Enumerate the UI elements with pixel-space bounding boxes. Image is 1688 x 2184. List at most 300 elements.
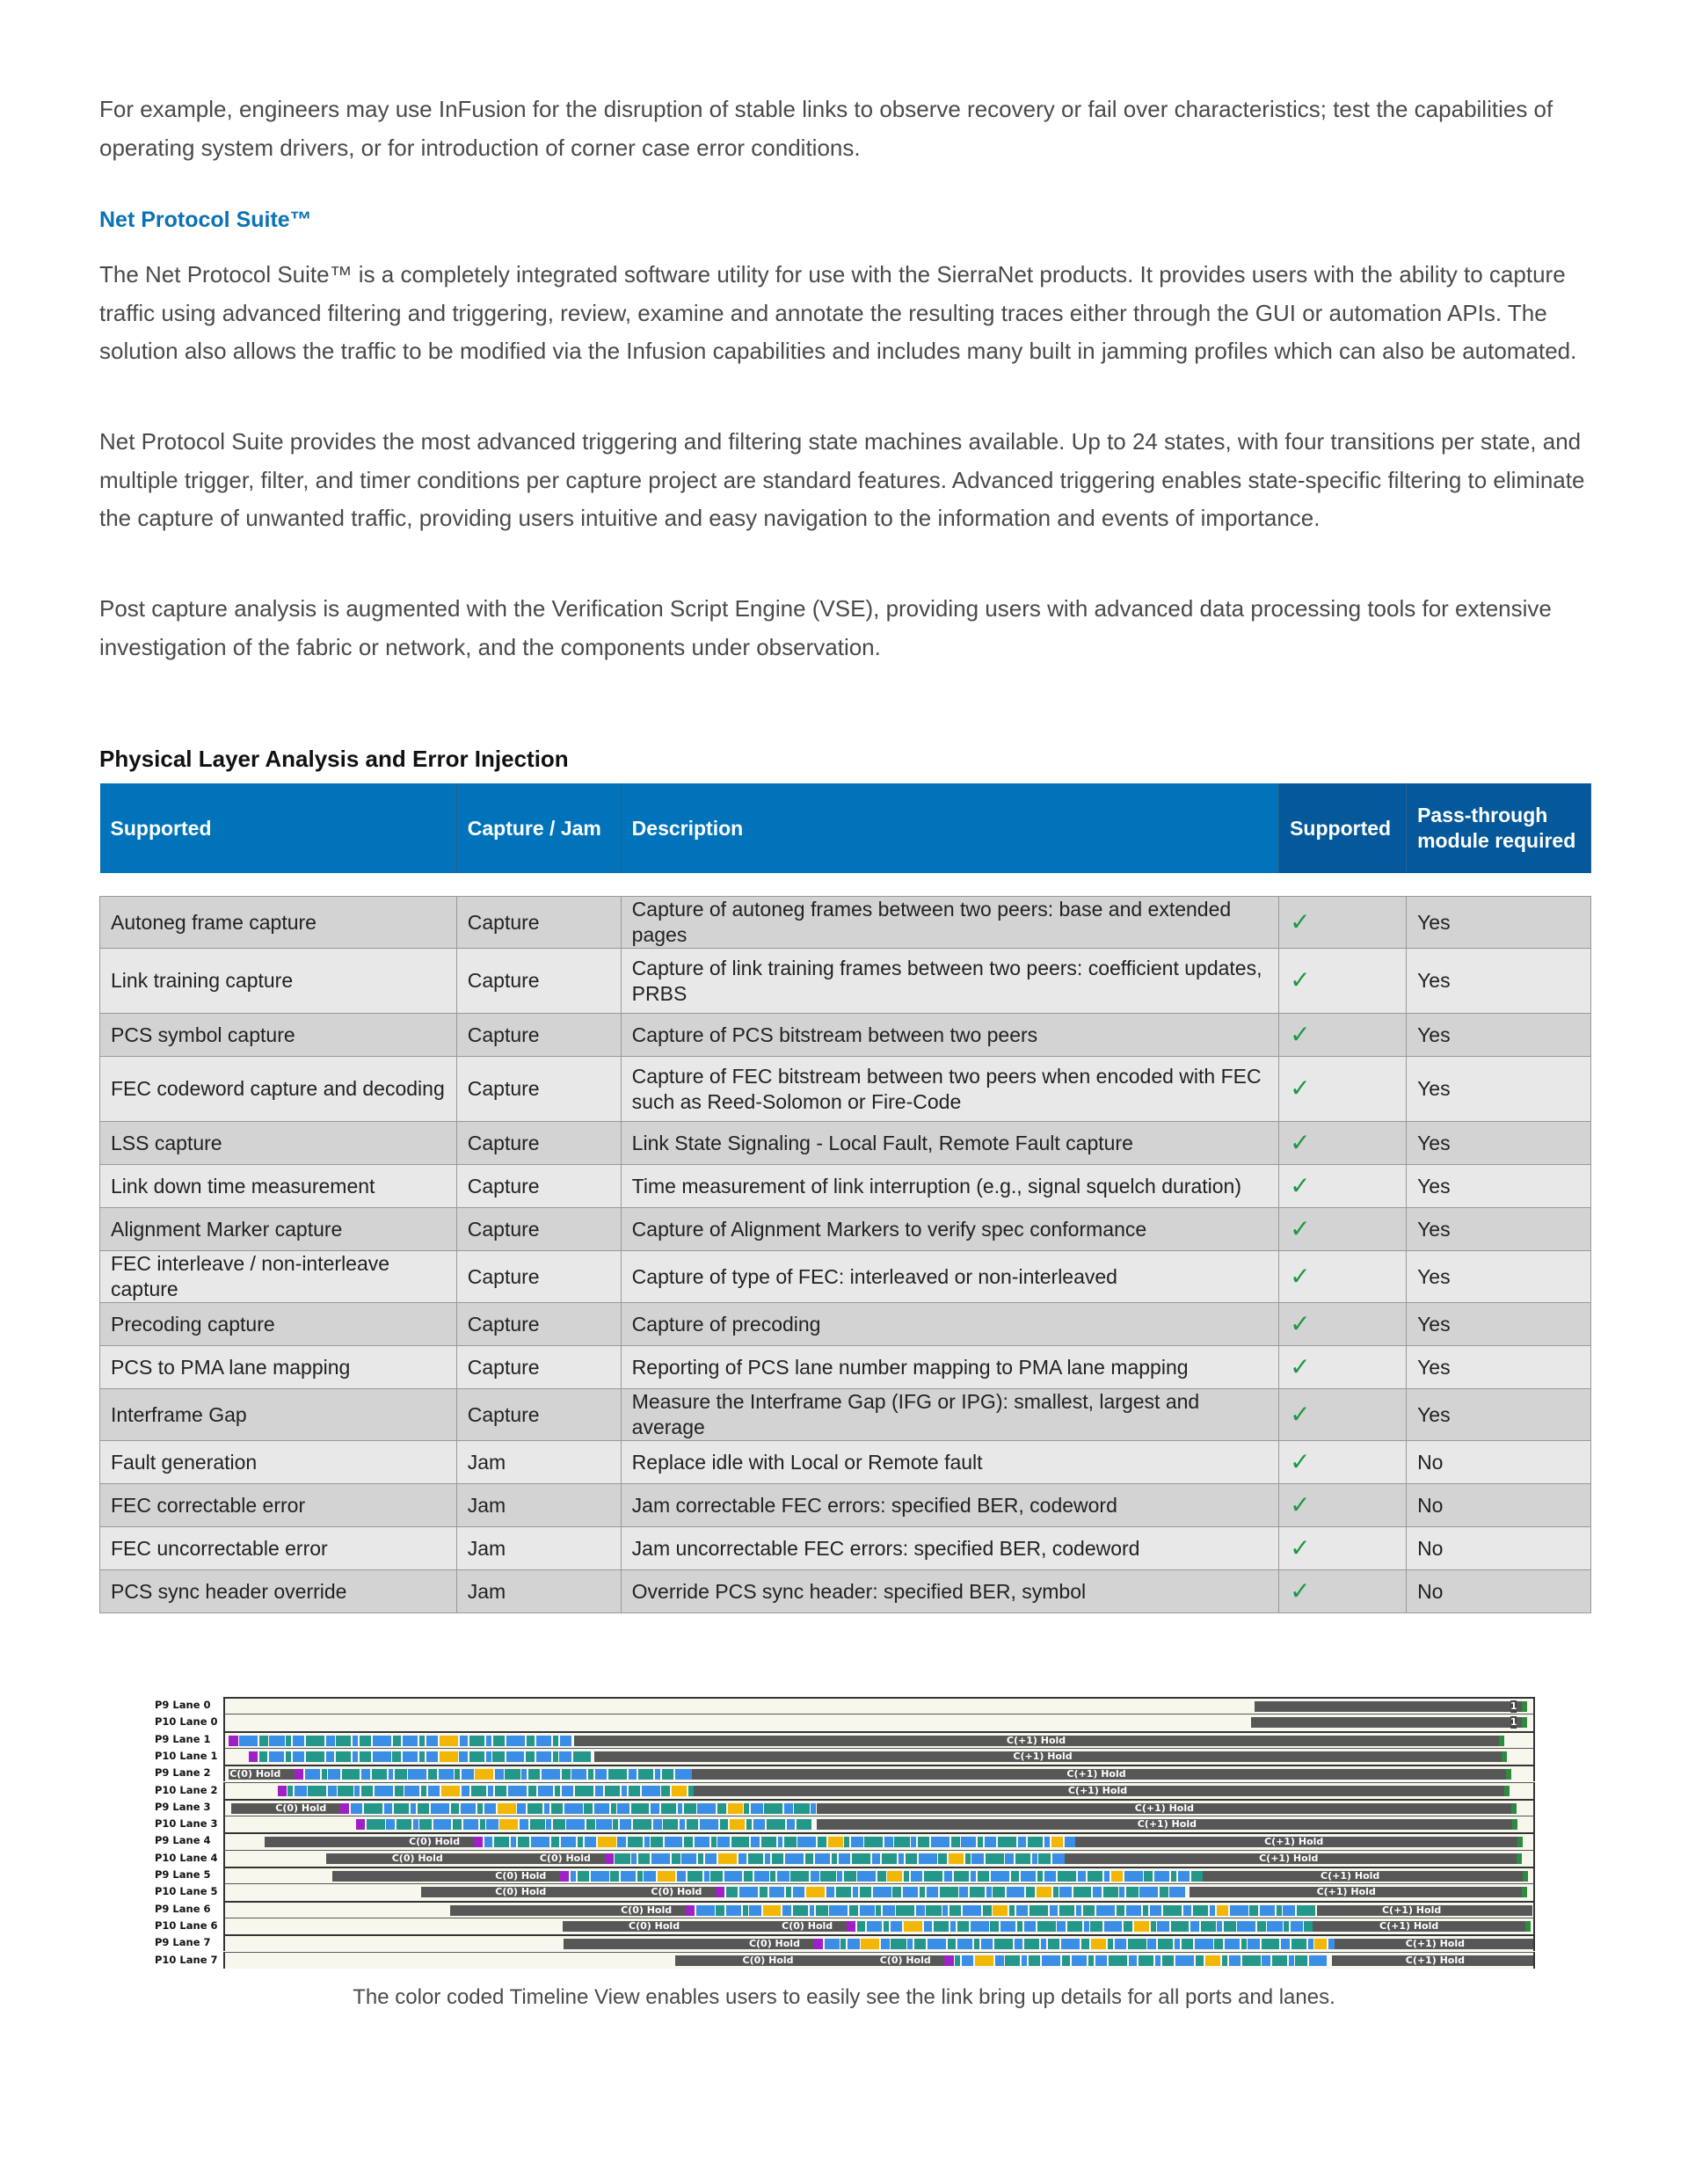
feature-cell: Precoding capture bbox=[100, 1303, 457, 1346]
timeline-segment bbox=[684, 1803, 695, 1814]
timeline-segment bbox=[763, 1905, 782, 1916]
segment-label: C(+1) Hold bbox=[1259, 1852, 1319, 1864]
timeline-segment bbox=[860, 1887, 871, 1897]
mode-cell: Capture bbox=[456, 1303, 621, 1346]
lane-track bbox=[223, 1799, 1535, 1816]
supported-cell bbox=[1279, 1122, 1407, 1165]
timeline-segment bbox=[926, 1905, 941, 1916]
timeline-segment bbox=[528, 1803, 542, 1814]
segment-label: C(0) Hold bbox=[742, 1954, 794, 1966]
segment-label: C(+1) Hold bbox=[1405, 1954, 1466, 1966]
timeline-segment bbox=[562, 1786, 573, 1796]
timeline-segment bbox=[1248, 1939, 1259, 1949]
timeline-segment bbox=[595, 1786, 604, 1796]
timeline-segment bbox=[426, 1751, 438, 1762]
timeline-segment bbox=[975, 1955, 993, 1966]
supported-cell bbox=[1279, 1527, 1407, 1570]
lane-track bbox=[223, 1748, 1535, 1765]
lane-track bbox=[223, 1901, 1535, 1918]
timeline-lane bbox=[149, 1850, 1535, 1867]
timeline-segment bbox=[544, 1803, 549, 1814]
lane-label: P9 Lane 4 bbox=[155, 1834, 211, 1847]
timeline-segment bbox=[1053, 1887, 1059, 1897]
timeline-segment bbox=[811, 1871, 819, 1882]
timeline-segment bbox=[474, 1837, 483, 1847]
timeline-segment bbox=[585, 1837, 596, 1847]
timeline-segment bbox=[853, 1887, 858, 1897]
timeline-segment bbox=[1059, 1887, 1071, 1897]
timeline-segment bbox=[840, 1939, 846, 1949]
segment-label: C(+1) Hold bbox=[1381, 1904, 1442, 1916]
timeline-segment bbox=[1057, 1921, 1066, 1932]
timeline-segment bbox=[1016, 1905, 1028, 1916]
timeline-segment bbox=[551, 1837, 560, 1847]
lane-track bbox=[223, 1832, 1535, 1849]
timeline-segment bbox=[1260, 1905, 1275, 1916]
timeline-segment bbox=[564, 1803, 583, 1814]
timeline-segment bbox=[995, 1955, 1004, 1966]
timeline-segment bbox=[1090, 1921, 1102, 1932]
timeline-segment bbox=[431, 1803, 449, 1814]
timeline-segment bbox=[811, 1803, 816, 1814]
timeline-segment bbox=[914, 1939, 926, 1949]
timeline-segment bbox=[986, 1887, 992, 1897]
timeline-segment bbox=[1037, 1871, 1043, 1882]
timeline-segment bbox=[527, 1736, 535, 1746]
lane-track bbox=[223, 1697, 1535, 1714]
timeline-segment bbox=[832, 1853, 837, 1864]
mode-cell: Capture bbox=[456, 897, 621, 949]
lane-track bbox=[223, 1816, 1535, 1832]
timeline-segment bbox=[1175, 1939, 1180, 1949]
timeline-segment bbox=[594, 1803, 609, 1814]
lane-label: P9 Lane 0 bbox=[155, 1699, 211, 1711]
timeline-segment bbox=[1523, 1871, 1528, 1882]
timeline-segment bbox=[1150, 1905, 1161, 1916]
mode-cell: Capture bbox=[456, 1208, 621, 1251]
timeline-segment bbox=[837, 1871, 842, 1882]
timeline-segment bbox=[686, 1905, 695, 1916]
lane-label: P9 Lane 1 bbox=[155, 1732, 211, 1745]
timeline-segment bbox=[957, 1939, 972, 1949]
timeline-segment bbox=[1111, 1871, 1123, 1882]
timeline-segment bbox=[486, 1751, 491, 1762]
timeline-segment bbox=[911, 1871, 922, 1882]
supported-cell bbox=[1279, 1346, 1407, 1389]
timeline-segment bbox=[1015, 1939, 1023, 1949]
check-icon: ✓ bbox=[1290, 1074, 1311, 1102]
timeline-segment bbox=[836, 1887, 851, 1897]
timeline-segment bbox=[462, 1786, 470, 1796]
feature-cell: FEC interleave / non-interleave capture bbox=[100, 1251, 457, 1303]
segment-label: C(0) Hold bbox=[621, 1904, 673, 1916]
lane-track bbox=[223, 1918, 1535, 1934]
timeline-segment bbox=[829, 1905, 848, 1916]
timeline-segment bbox=[1052, 1853, 1066, 1864]
timeline-segment bbox=[680, 1819, 685, 1830]
table-row bbox=[100, 897, 1591, 949]
table-row bbox=[100, 1122, 1591, 1165]
timeline-segment bbox=[428, 1769, 437, 1780]
feature-cell: PCS symbol capture bbox=[100, 1014, 457, 1057]
timeline-segment bbox=[605, 1786, 620, 1796]
timeline-segment bbox=[1190, 1921, 1199, 1932]
timeline-segment bbox=[1151, 1921, 1156, 1932]
segment-label: C(0) Hold bbox=[748, 1938, 800, 1950]
timeline-segment bbox=[772, 1853, 783, 1864]
timeline-lane bbox=[149, 1952, 1535, 1969]
timeline-segment bbox=[1328, 1939, 1335, 1949]
timeline-segment bbox=[605, 1853, 614, 1864]
timeline-segment bbox=[413, 1819, 418, 1830]
timeline-segment bbox=[293, 1751, 304, 1762]
timeline-segment bbox=[711, 1837, 717, 1847]
timeline-segment bbox=[751, 1837, 760, 1847]
segment-label: C(0) Hold bbox=[539, 1852, 591, 1864]
header-mode: Capture / Jam bbox=[456, 783, 621, 873]
timeline-segment bbox=[797, 1819, 811, 1830]
timeline-segment bbox=[918, 1837, 929, 1847]
timeline-segment bbox=[306, 1751, 324, 1762]
timeline-segment bbox=[628, 1837, 643, 1847]
timeline-segment bbox=[1041, 1939, 1046, 1949]
timeline-segment bbox=[506, 1736, 525, 1746]
timeline-segment bbox=[954, 1871, 969, 1882]
timeline-segment bbox=[1129, 1955, 1138, 1966]
header-supported: Supported bbox=[1279, 783, 1407, 873]
timeline-segment bbox=[364, 1803, 382, 1814]
timeline-segment bbox=[395, 1786, 404, 1796]
timeline-segment bbox=[844, 1837, 849, 1847]
timeline-segment bbox=[934, 1921, 949, 1932]
description-cell: Override PCS sync header: specified BER, symbol bbox=[621, 1570, 1278, 1613]
timeline-segment bbox=[825, 1939, 840, 1949]
timeline-segment bbox=[940, 1887, 958, 1897]
timeline-segment bbox=[418, 1803, 429, 1814]
check-icon: ✓ bbox=[1290, 1214, 1311, 1242]
timeline-segment bbox=[928, 1939, 946, 1949]
check-icon: ✓ bbox=[1290, 1447, 1311, 1475]
check-icon: ✓ bbox=[1290, 1171, 1311, 1199]
mode-cell: Capture bbox=[456, 1346, 621, 1389]
timeline-segment bbox=[578, 1837, 583, 1847]
timeline-segment bbox=[962, 1955, 973, 1966]
timeline-segment bbox=[1158, 1939, 1173, 1949]
timeline-segment bbox=[1522, 1701, 1527, 1712]
timeline-segment bbox=[617, 1803, 629, 1814]
timeline-segment bbox=[651, 1853, 670, 1864]
timeline-segment bbox=[1183, 1905, 1192, 1916]
timeline-segment bbox=[751, 1803, 762, 1814]
timeline-segment bbox=[847, 1921, 855, 1932]
timeline-segment bbox=[1037, 1887, 1051, 1897]
check-icon: ✓ bbox=[1290, 907, 1311, 935]
timeline-segment bbox=[375, 1786, 393, 1796]
timeline-segment bbox=[461, 1803, 476, 1814]
timeline-segment bbox=[687, 1819, 698, 1830]
timeline-segment bbox=[1224, 1921, 1235, 1932]
timeline-lane bbox=[149, 1697, 1535, 1714]
timeline-segment bbox=[658, 1871, 676, 1882]
timeline-segment bbox=[608, 1769, 627, 1780]
check-icon: ✓ bbox=[1290, 1400, 1311, 1428]
timeline-segment bbox=[531, 1837, 549, 1847]
timeline-segment bbox=[397, 1819, 411, 1830]
timeline-segment bbox=[653, 1819, 662, 1830]
timeline-segment bbox=[631, 1803, 650, 1814]
timeline-segment bbox=[916, 1905, 925, 1916]
description-cell: Jam uncorrectable FEC errors: specified BER, codeword bbox=[621, 1527, 1278, 1570]
timeline-segment bbox=[815, 1853, 830, 1864]
passthrough-cell: No bbox=[1407, 1570, 1591, 1613]
timeline-segment bbox=[1032, 1853, 1037, 1864]
timeline-segment bbox=[867, 1921, 882, 1932]
timeline-segment bbox=[1134, 1921, 1149, 1932]
timeline-segment bbox=[631, 1853, 637, 1864]
timeline-segment bbox=[575, 1786, 593, 1796]
timeline-segment bbox=[746, 1819, 752, 1830]
timeline-segment bbox=[1163, 1905, 1182, 1916]
timeline-segment bbox=[805, 1853, 814, 1864]
timeline-segment bbox=[765, 1853, 770, 1864]
timeline-view bbox=[149, 1697, 1535, 1969]
segment-label: C(+1) Hold bbox=[1321, 1870, 1380, 1882]
lane-label: P9 Lane 6 bbox=[155, 1902, 211, 1915]
table-row bbox=[100, 1484, 1591, 1527]
timeline-segment bbox=[744, 1871, 753, 1882]
timeline-segment bbox=[903, 1887, 918, 1897]
segment-label: C(+1) Hold bbox=[1067, 1784, 1128, 1796]
timeline-segment bbox=[883, 1905, 894, 1916]
timeline-segment bbox=[730, 1819, 745, 1830]
timeline-segment bbox=[622, 1786, 627, 1796]
lane-label: P9 Lane 3 bbox=[155, 1800, 211, 1813]
table-row bbox=[100, 1346, 1591, 1389]
segment-label: C(+1) Hold bbox=[1006, 1734, 1066, 1746]
timeline-segment bbox=[904, 1871, 909, 1882]
timeline-segment bbox=[826, 1887, 835, 1897]
timeline-segment bbox=[675, 1769, 692, 1780]
timeline-segment bbox=[717, 1803, 726, 1814]
timeline-segment bbox=[1162, 1955, 1174, 1966]
timeline-segment bbox=[891, 1921, 902, 1932]
segment-label: C(0) Hold bbox=[409, 1836, 461, 1848]
description-cell: Link State Signaling - Local Fault, Remote Fault capture bbox=[621, 1122, 1278, 1165]
timeline-segment bbox=[306, 1736, 324, 1746]
timeline-segment bbox=[1525, 1921, 1531, 1932]
lane-track bbox=[223, 1867, 1535, 1883]
timeline-segment bbox=[920, 1887, 925, 1897]
timeline-segment bbox=[595, 1769, 607, 1780]
timeline-segment bbox=[884, 1837, 893, 1847]
timeline-segment bbox=[571, 1871, 576, 1882]
timeline-segment bbox=[1091, 1939, 1106, 1949]
timeline-segment bbox=[1283, 1905, 1294, 1916]
timeline-segment bbox=[373, 1736, 391, 1746]
timeline-segment bbox=[1093, 1887, 1102, 1897]
timeline-lane bbox=[149, 1816, 1535, 1832]
timeline-segment bbox=[588, 1769, 593, 1780]
check-icon: ✓ bbox=[1290, 1128, 1311, 1156]
timeline-segment bbox=[1044, 1837, 1050, 1847]
timeline-segment bbox=[1191, 1871, 1203, 1882]
timeline-segment bbox=[861, 1939, 879, 1949]
section-paragraph-3: Post capture analysis is augmented with the Verification Script Engine (VSE), providing users with advanced data processing tools for extensive investigation of the fabric or network, and the components under observation. bbox=[99, 595, 1552, 660]
timeline-segment bbox=[684, 1837, 693, 1847]
timeline-segment bbox=[793, 1905, 808, 1916]
timeline-segment bbox=[777, 1871, 789, 1882]
timeline-segment bbox=[459, 1751, 468, 1762]
timeline-segment bbox=[876, 1905, 881, 1916]
timeline-segment bbox=[1242, 1955, 1261, 1966]
timeline-segment bbox=[852, 1853, 870, 1864]
timeline-segment bbox=[1196, 1955, 1204, 1966]
timeline-caption: The color coded Timeline View enables users to easily see the link bring up details for all ports and lanes. bbox=[353, 1985, 1335, 2009]
timeline-segment bbox=[553, 1819, 564, 1830]
timeline-segment bbox=[661, 1786, 670, 1796]
timeline-segment bbox=[560, 1871, 569, 1882]
mode-cell: Capture bbox=[456, 1122, 621, 1165]
supported-cell bbox=[1279, 1389, 1407, 1441]
timeline-segment bbox=[1124, 1921, 1132, 1932]
timeline-segment bbox=[1126, 1887, 1138, 1897]
segment-label: C(0) Hold bbox=[391, 1852, 443, 1864]
timeline-segment bbox=[1139, 1887, 1158, 1897]
timeline-segment bbox=[731, 1837, 750, 1847]
timeline-segment bbox=[353, 1736, 358, 1746]
check-icon: ✓ bbox=[1290, 1352, 1311, 1380]
timeline-segment bbox=[810, 1905, 815, 1916]
timeline-segment bbox=[1237, 1921, 1255, 1932]
timeline-segment bbox=[1103, 1887, 1118, 1897]
timeline-segment bbox=[488, 1786, 493, 1796]
segment-label: C(0) Hold bbox=[495, 1870, 547, 1882]
segment-label: C(0) Hold bbox=[651, 1886, 702, 1898]
timeline-segment bbox=[1062, 1955, 1071, 1966]
timeline-segment bbox=[644, 1837, 650, 1847]
timeline-segment bbox=[451, 1803, 460, 1814]
timeline-segment bbox=[1072, 1955, 1087, 1966]
timeline-segment bbox=[785, 1853, 804, 1864]
timeline-lane bbox=[149, 1714, 1535, 1730]
timeline-segment bbox=[1058, 1871, 1076, 1882]
timeline-segment bbox=[651, 1803, 659, 1814]
timeline-segment bbox=[1195, 1939, 1213, 1949]
timeline-segment bbox=[426, 1736, 438, 1746]
timeline-segment bbox=[356, 1819, 365, 1830]
timeline-segment bbox=[354, 1786, 360, 1796]
timeline-segment bbox=[993, 1887, 1004, 1897]
timeline-segment bbox=[993, 1905, 1008, 1916]
check-icon: ✓ bbox=[1290, 1020, 1311, 1048]
timeline-segment bbox=[681, 1853, 696, 1864]
supported-cell bbox=[1279, 1251, 1407, 1303]
check-icon: ✓ bbox=[1290, 966, 1311, 994]
timeline-lane bbox=[149, 1782, 1535, 1799]
timeline-segment bbox=[495, 1769, 504, 1780]
timeline-segment bbox=[551, 1803, 563, 1814]
timeline-segment bbox=[1081, 1939, 1090, 1949]
timeline-segment bbox=[578, 1871, 589, 1882]
timeline-segment bbox=[360, 1751, 371, 1762]
timeline-segment bbox=[1095, 1955, 1107, 1966]
timeline-segment bbox=[1262, 1939, 1280, 1949]
timeline-segment bbox=[718, 1853, 737, 1864]
timeline-segment bbox=[899, 1853, 904, 1864]
timeline-segment bbox=[720, 1819, 729, 1830]
segment-label: C(+1) Hold bbox=[1137, 1818, 1197, 1831]
header-feature: Supported bbox=[100, 783, 457, 873]
timeline-segment bbox=[1005, 1955, 1020, 1966]
timeline-segment bbox=[1255, 1701, 1527, 1712]
timeline-segment bbox=[1182, 1939, 1193, 1949]
timeline-segment bbox=[562, 1769, 571, 1780]
timeline-segment bbox=[839, 1853, 850, 1864]
timeline-segment bbox=[1029, 1955, 1040, 1966]
timeline-segment bbox=[1076, 1905, 1081, 1916]
timeline-segment bbox=[269, 1751, 284, 1762]
timeline-segment bbox=[621, 1871, 636, 1882]
timeline-segment bbox=[403, 1751, 418, 1762]
timeline-segment bbox=[877, 1871, 886, 1882]
supported-cell bbox=[1279, 1484, 1407, 1527]
timeline-segment bbox=[453, 1819, 462, 1830]
timeline-segment bbox=[286, 1736, 291, 1746]
timeline-segment bbox=[1078, 1871, 1087, 1882]
timeline-segment bbox=[728, 1803, 743, 1814]
timeline-segment bbox=[1022, 1955, 1027, 1966]
timeline-segment bbox=[698, 1853, 703, 1864]
timeline-segment bbox=[421, 1786, 426, 1796]
timeline-segment bbox=[538, 1786, 553, 1796]
timeline-segment bbox=[726, 1905, 741, 1916]
timeline-segment bbox=[1038, 1853, 1050, 1864]
timeline-segment bbox=[360, 1736, 371, 1746]
timeline-segment bbox=[480, 1819, 485, 1830]
description-cell: Capture of autoneg frames between two peers: base and extended pages bbox=[621, 897, 1278, 949]
lane-track bbox=[223, 1782, 1535, 1799]
timeline-segment bbox=[983, 1905, 992, 1916]
timeline-segment bbox=[793, 1887, 804, 1897]
passthrough-cell: Yes bbox=[1407, 1251, 1591, 1303]
timeline-segment bbox=[1083, 1905, 1095, 1916]
header-passthrough: Pass-through module required bbox=[1407, 783, 1591, 873]
timeline-segment bbox=[1272, 1955, 1287, 1966]
timeline-segment bbox=[518, 1837, 529, 1847]
timeline-segment bbox=[1155, 1955, 1160, 1966]
timeline-segment bbox=[1251, 1717, 1527, 1728]
timeline-segment bbox=[1249, 1905, 1258, 1916]
timeline-segment bbox=[469, 1751, 484, 1762]
timeline-segment bbox=[951, 1837, 960, 1847]
feature-cell: FEC uncorrectable error bbox=[100, 1527, 457, 1570]
timeline-segment bbox=[950, 1905, 961, 1916]
timeline-segment bbox=[1065, 1837, 1075, 1847]
timeline-segment bbox=[620, 1819, 631, 1830]
timeline-segment bbox=[394, 1803, 409, 1814]
lane-label: P10 Lane 2 bbox=[155, 1783, 218, 1796]
timeline-segment bbox=[1061, 1939, 1080, 1949]
timeline-segment bbox=[1051, 1837, 1063, 1847]
feature-cell: PCS to PMA lane mapping bbox=[100, 1346, 457, 1389]
segment-label: C(+1) Hold bbox=[1405, 1938, 1466, 1950]
timeline-segment bbox=[372, 1769, 387, 1780]
supported-cell bbox=[1279, 1441, 1407, 1484]
timeline-segment bbox=[326, 1736, 335, 1746]
timeline-segment bbox=[1143, 1905, 1148, 1916]
timeline-segment bbox=[697, 1803, 716, 1814]
timeline-segment bbox=[927, 1887, 938, 1897]
